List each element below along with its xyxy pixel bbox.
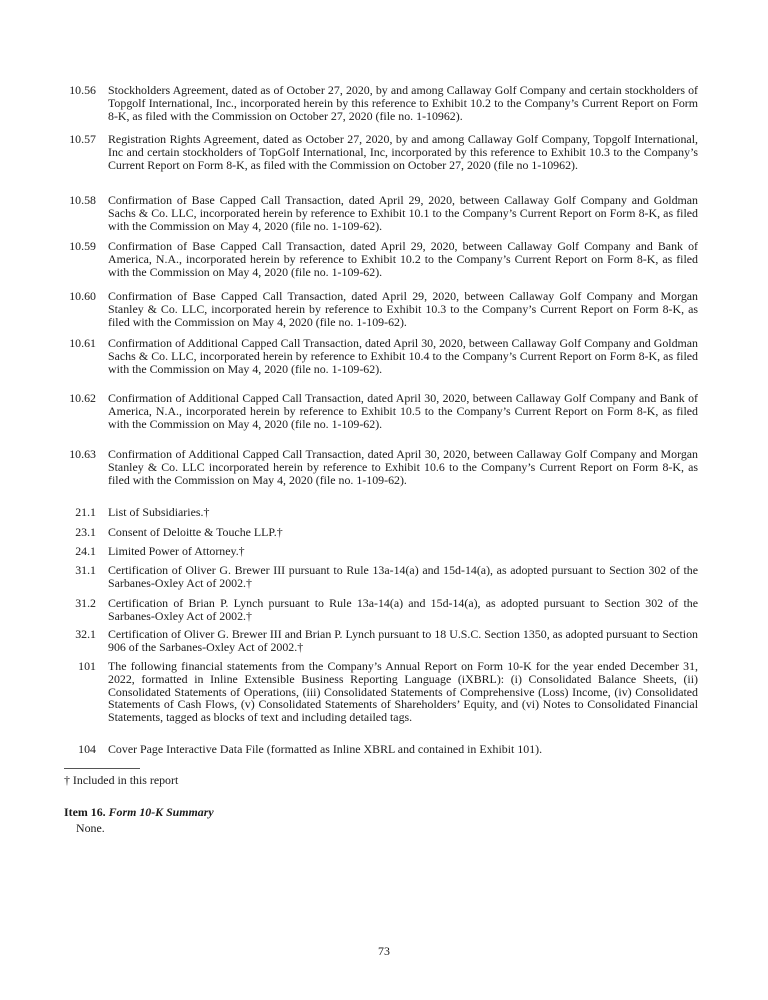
exhibit-description: Limited Power of Attorney.† xyxy=(108,544,245,558)
exhibit-row xyxy=(64,337,698,375)
exhibit-row xyxy=(64,660,698,724)
exhibit-number: 10.60 xyxy=(69,289,96,303)
exhibit-row xyxy=(64,597,698,623)
exhibit-number: 10.58 xyxy=(69,193,96,207)
exhibit-number: 23.1 xyxy=(75,525,96,539)
exhibit-row xyxy=(64,448,698,486)
exhibit-row xyxy=(64,564,698,590)
exhibit-description: Confirmation of Base Capped Call Transaction, dated April 29, 2020, between Callaway Golf Company and Bank of America, N.A., incorporated herein by reference to Exhibit 10.2 to the Company’s Current Report on Form 8-K, as filed with the Commission on May 4, 2020 (file no. 1-109-62). xyxy=(108,239,698,279)
exhibit-description: List of Subsidiaries.† xyxy=(108,505,210,519)
exhibit-description: Certification of Oliver G. Brewer III and Brian P. Lynch pursuant to 18 U.S.C. Section 1350, as adopted pursuant to Section 906 of the Sarbanes-Oxley Act of 2002.† xyxy=(108,627,698,654)
exhibit-description: Stockholders Agreement, dated as of October 27, 2020, by and among Callaway Golf Company and certain stockholders of Topgolf International, Inc., incorporated herein by this reference to Exhibit 10.2 to the Company’s Current Report on Form 8-K, as filed with the Commission on October 27, 2020 (file no. 1-10962). xyxy=(108,83,698,123)
exhibit-description: The following financial statements from the Company’s Annual Report on Form 10-K for the year ended December 31, 2022, formatted in Inline Extensible Business Reporting Language (iXBRL): (i) Consolidated Balance Sheets, (ii) Consolidated Statements of Operations, (iii) Consolidated Statements of Comprehensive (Loss) Income, (iv) Consolidated Statements of Cash Flows, (v) Consolidated Statements of Shareholders’ Equity, and (vi) Notes to Consolidated Financial Statements, tagged as blocks of text and including detailed tags. xyxy=(108,659,698,725)
exhibit-row xyxy=(64,545,698,558)
exhibit-number: 10.62 xyxy=(69,391,96,405)
exhibit-description: Consent of Deloitte & Touche LLP.† xyxy=(108,525,283,539)
exhibit-row xyxy=(64,743,698,756)
exhibit-row xyxy=(64,506,698,519)
exhibit-number: 31.1 xyxy=(75,563,96,577)
footnote-divider xyxy=(64,768,140,769)
exhibit-row xyxy=(64,84,698,122)
exhibit-number: 31.2 xyxy=(75,596,96,610)
exhibit-row xyxy=(64,240,698,278)
exhibit-description: Certification of Brian P. Lynch pursuant to Rule 13a-14(a) and 15d-14(a), as adopted pursuant to Section 302 of the Sarbanes-Oxley Act of 2002.† xyxy=(108,596,698,623)
exhibit-number: 32.1 xyxy=(75,627,96,641)
exhibit-description: Confirmation of Base Capped Call Transaction, dated April 29, 2020, between Callaway Golf Company and Morgan Stanley & Co. LLC, incorporated herein by reference to Exhibit 10.3 to the Company’s Current Report on Form 8-K, as filed with the Commission on May 4, 2020 (file no. 1-109-62). xyxy=(108,289,698,329)
footnote: † Included in this report xyxy=(64,773,179,787)
exhibit-number: 10.56 xyxy=(69,83,96,97)
exhibit-number: 101 xyxy=(78,659,96,673)
exhibit-number: 10.63 xyxy=(69,447,96,461)
exhibit-number: 10.59 xyxy=(69,239,96,253)
exhibit-row xyxy=(64,526,698,539)
exhibit-description: Confirmation of Base Capped Call Transaction, dated April 29, 2020, between Callaway Golf Company and Goldman Sachs & Co. LLC, incorporated herein by reference to Exhibit 10.1 to the Company’s Current Report on Form 8-K, as filed with the Commission on May 4, 2020 (file no. 1-109-62). xyxy=(108,193,698,233)
exhibit-row xyxy=(64,628,698,654)
exhibit-number: 10.61 xyxy=(69,336,96,350)
exhibit-number: 104 xyxy=(78,742,96,756)
exhibit-description: Confirmation of Additional Capped Call Transaction, dated April 30, 2020, between Callaway Golf Company and Bank of America, N.A., incorporated herein by reference to Exhibit 10.5 to the Company’s Current Report on Form 8-K, as filed with the Commission on May 4, 2020 (file no. 1-109-62). xyxy=(108,391,698,431)
exhibit-row xyxy=(64,194,698,232)
item-title: Form 10-K Summary xyxy=(108,805,214,819)
exhibit-number: 21.1 xyxy=(75,505,96,519)
item-16-heading xyxy=(64,806,214,819)
exhibit-row xyxy=(64,290,698,328)
exhibit-description: Cover Page Interactive Data File (formatted as Inline XBRL and contained in Exhibit 101). xyxy=(108,742,543,756)
exhibit-description: Registration Rights Agreement, dated as October 27, 2020, by and among Callaway Golf Company, Topgolf International, Inc and certain stockholders of TopGolf International, Inc, incorporated by this reference to Exhibit 10.3 to the Company’s Current Report on Form 8-K, as filed with the Commission on October 27, 2020 (file no 1-10962). xyxy=(108,132,698,172)
exhibit-description: Confirmation of Additional Capped Call Transaction, dated April 30, 2020, between Callaway Golf Company and Goldman Sachs & Co. LLC, incorporated herein by reference to Exhibit 10.4 to the Company’s Current Report on Form 8-K, as filed with the Commission on May 4, 2020 (file no. 1-109-62). xyxy=(108,336,698,376)
exhibit-number: 24.1 xyxy=(75,544,96,558)
item-16-body: None. xyxy=(76,821,105,835)
exhibit-number: 10.57 xyxy=(69,132,96,146)
item-label: Item 16. xyxy=(64,805,106,819)
exhibit-row xyxy=(64,392,698,430)
page-number: 73 xyxy=(378,944,390,958)
exhibit-description: Certification of Oliver G. Brewer III pursuant to Rule 13a-14(a) and 15d-14(a), as adopted pursuant to Section 302 of the Sarbanes-Oxley Act of 2002.† xyxy=(108,563,698,590)
exhibit-description: Confirmation of Additional Capped Call Transaction, dated April 30, 2020, between Callaway Golf Company and Morgan Stanley & Co. LLC incorporated herein by reference to Exhibit 10.6 to the Company’s Current Report on Form 8-K, as filed with the Commission on May 4, 2020 (file no. 1-109-62). xyxy=(108,447,698,487)
exhibit-row xyxy=(64,133,698,171)
